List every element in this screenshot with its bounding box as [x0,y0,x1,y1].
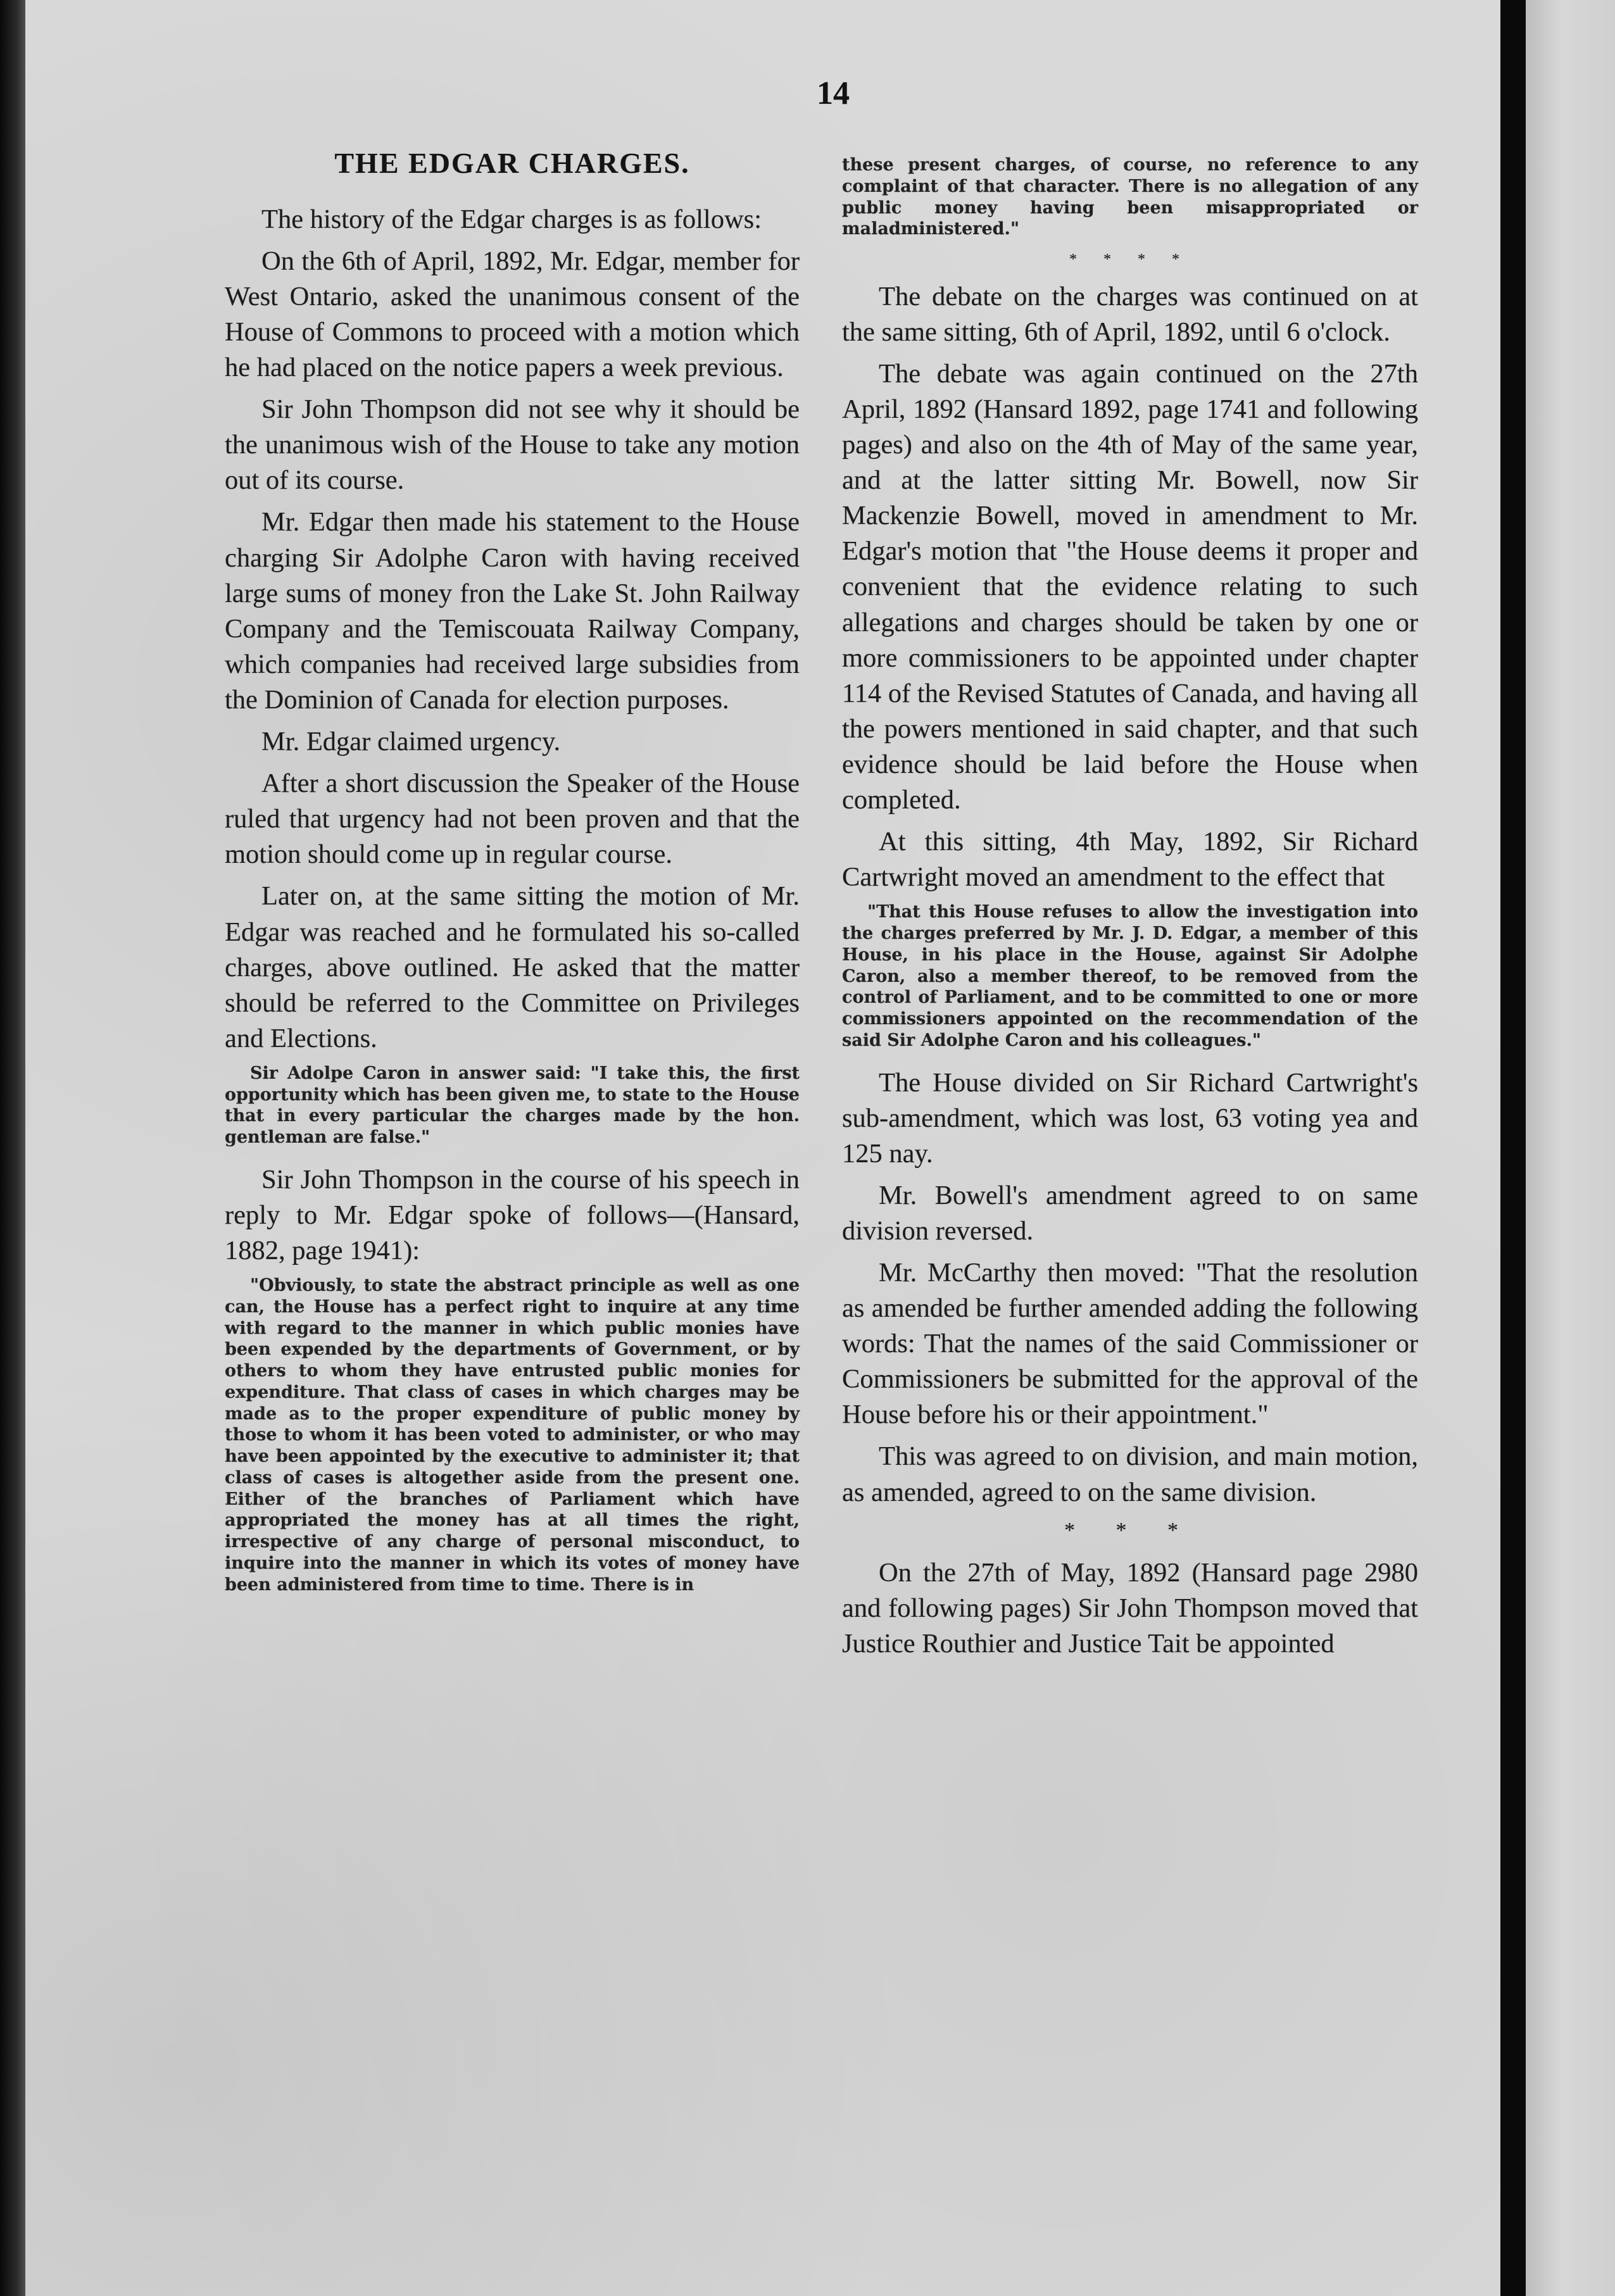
paragraph: On the 6th of April, 1892, Mr. Edgar, member for West Ontario, asked the unanimous consent of the House of Commons to proceed with a motion which he had placed on the notice papers a week previous. [225,246,800,383]
paragraph: Mr. Edgar then made his statement to the House charging Sir Adolphe Caron with having received large sums of money fron the Lake St. John Railway Company and the Temiscouata Railway Company, which companies had received large subsidies from the Dominion of Canada for election purposes. [225,507,800,715]
paragraph: On the 27th of May, 1892 (Hansard page 2980 and following pages) Sir John Thompson moved that Justice Routhier and Justice Tait be appointed [842,1557,1418,1659]
paragraph: This was agreed to on division, and main motion, as amended, agreed to on the same division. [842,1441,1418,1507]
paragraph: At this sitting, 4th May, 1892, Sir Richard Cartwright moved an amendment to the effect that [842,827,1418,893]
block-quote-continued: these present charges, of course, no reference to any complaint of that character. There is no allegation of any public money having been misappropriated or maladministered." [842,155,1418,239]
paragraph: The House divided on Sir Richard Cartwright's sub-amendment, which was lost, 63 voting yea and 125 nay. [842,1067,1418,1169]
section-heading: THE EDGAR CHARGES. [334,147,690,179]
paragraph: The debate on the charges was continued on at the same sitting, 6th of April, 1892, until 6 o'clock. [842,281,1418,347]
block-quote: "That this House refuses to allow the investigation into the charges preferred by Mr. J. D. Edgar, a member of this House, in his place in the House, against Sir Adolphe Caron, also a member thereof, to be removed from the control of Parliament, and to be committed to one or more commissioners appointed on the recommendation of the said Sir Adolphe Caron and his colleagues." [842,902,1418,1050]
section-separator: * * * [1064,1518,1196,1542]
paragraph: Later on, at the same sitting the motion of Mr. Edgar was reached and he formulated his so-called charges, above outlined. He asked that the matter should be referred to the Committee on Privileges and Elections. [225,881,800,1053]
left-column [225,144,800,1609]
paragraph: Sir John Thompson did not see why it should be the unanimous wish of the House to take any motion out of its course. [225,394,800,496]
page-number: 14 [817,75,850,111]
section-separator: * * * * [1069,251,1191,268]
adjacent-page-edge [1526,0,1615,2296]
paragraph: After a short discussion the Speaker of the House ruled that urgency had not been proven and that the motion should come up in regular course. [225,768,800,870]
paragraph: The debate was again continued on the 27th April, 1892 (Hansard 1892, page 1741 and following pages) and also on the 4th of May of the same year, and at the latter sitting Mr. Bowell, now Sir Mackenzie Bowell, moved in amendment to Mr. Edgar's motion that "the House deems it proper and convenient that the evidence relating to such allegations and charges should be taken by one or more commissioners to be appointed under chapter 114 of the Revised Statutes of Canada, and having all the powers mentioned in said chapter, and that such evidence should be laid before the House when completed. [842,358,1418,815]
paragraph: The history of the Edgar charges is as follows: [261,204,762,234]
paragraph: Mr. Edgar claimed urgency. [261,727,561,757]
right-column [842,154,1418,1668]
block-quote: Sir Adolpe Caron in answer said: "I take this, the first opportunity which has been given me, to state to the House that in every particular the charges made by the hon. gentleman are false." [225,1063,800,1148]
paragraph: Sir John Thompson in the course of his speech in reply to Mr. Edgar spoke of follows—(Hansard, 1882, page 1941): [225,1164,800,1266]
paragraph: Mr. McCarthy then moved: "That the resolution as amended be further amended adding the following words: That the names of the said Commissioner or Commissioners be submitted for the approval of the House before his or their appointment." [842,1257,1418,1430]
paragraph: Mr. Bowell's amendment agreed to on same division reversed. [842,1180,1418,1246]
left-scan-edge [0,0,28,2296]
block-quote: "Obviously, to state the abstract principle as well as one can, the House has a perfect right to inquire at any time with regard to the manner in which public monies have been expended by the departments of Government, or by others to whom they have entrusted public monies for expenditure. That class of cases in which charges may be made as to the proper expenditure of public money by those to whom it has been voted to administer, or who may have been appointed by the executive to administer it; that class of cases is altogether aside from the present one. Either of the branches of Parliament which have appropriated the money has at all times the right, irrespective of any charge of personal misconduct, to inquire into the manner in which its votes of money have been administered from time to time. There is in [225,1276,800,1595]
book-gutter [1500,0,1526,2296]
